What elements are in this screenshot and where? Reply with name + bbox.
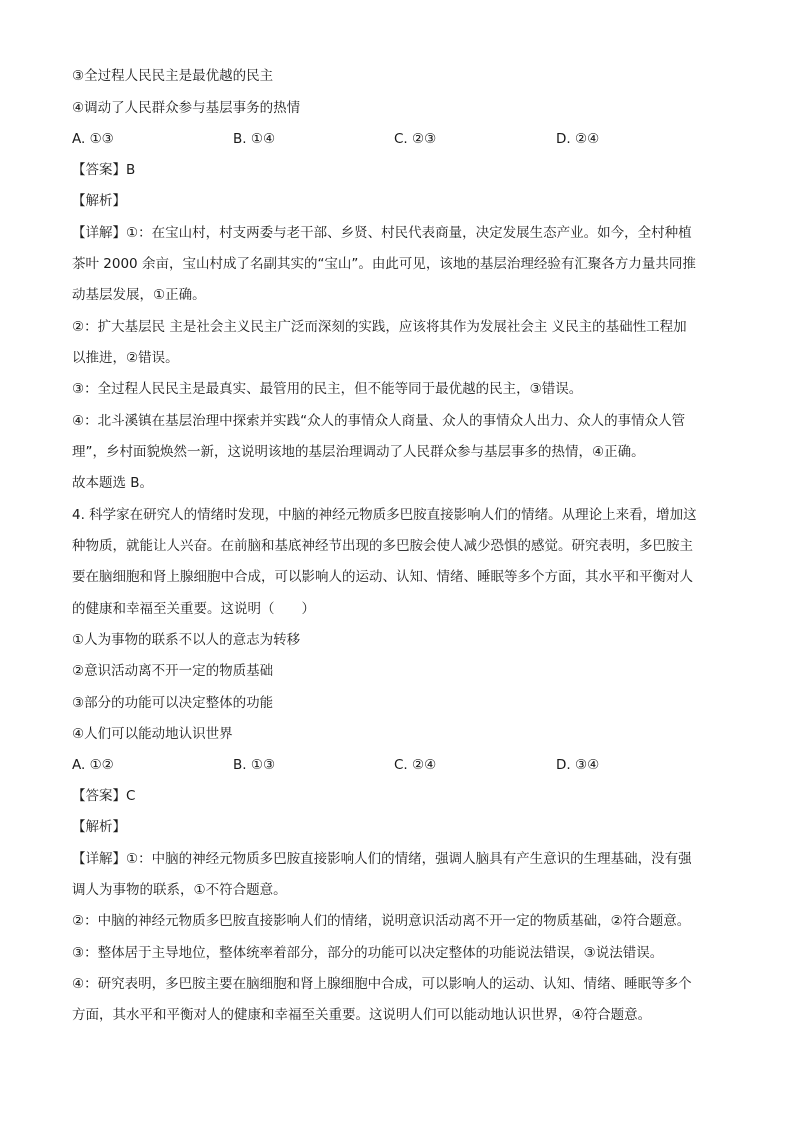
q3-answer: 【答案】B bbox=[72, 162, 136, 178]
q3-conclusion: 故本题选 B。 bbox=[72, 475, 154, 491]
q3-option-a: A. ①③ bbox=[72, 131, 114, 147]
q3-detail-line: ④：北斗溪镇在基层治理中探索并实践“众人的事情众人商量、众人的事情众人出力、众人的事情众人管 bbox=[72, 413, 686, 429]
q4-option-c: C. ②④ bbox=[394, 757, 437, 773]
q3-detail-line: 【详解】①：在宝山村，村支两委与老干部、乡贤、村民代表商量，决定发展生态产业。如今，全村种植 bbox=[72, 225, 692, 241]
q4-detail-line: 调人为事物的联系，①不符合题意。 bbox=[72, 882, 287, 898]
q4-options bbox=[72, 756, 724, 774]
q3-analysis-heading: 【解析】 bbox=[72, 193, 126, 209]
q4-detail-line: ②：中脑的神经元物质多巴胺直接影响人们的情绪，说明意识活动离不开一定的物质基础，②符合题意。 bbox=[72, 913, 691, 929]
q3-detail-line: ②：扩大基层民 主是社会主义民主广泛而深刻的实践，应该将其作为发展社会主 义民主的基础性工程加 bbox=[72, 319, 687, 335]
q4-choice-1: ①人为事物的联系不以人的意志为转移 bbox=[72, 632, 301, 648]
q4-stem-line: 种物质，就能让人兴奋。在前脑和基底神经节出现的多巴胺会使人减少恐惧的感觉。研究表明，多巴胺主 bbox=[72, 538, 693, 554]
q3-option-d: D. ②④ bbox=[556, 131, 600, 147]
q4-analysis-heading: 【解析】 bbox=[72, 819, 126, 835]
q3-options bbox=[72, 130, 724, 148]
q4-option-d: D. ③④ bbox=[556, 757, 600, 773]
q4-detail-line: 方面，其水平和平衡对人的健康和幸福至关重要。这说明人们可以能动地认识世界，④符合题意。 bbox=[72, 1007, 652, 1023]
q3-detail-line: ③：全过程人民民主是最真实、最管用的民主，但不能等同于最优越的民主，③错误。 bbox=[72, 381, 583, 397]
q4-option-a: A. ①② bbox=[72, 757, 114, 773]
q4-choice-4: ④人们可以能动地认识世界 bbox=[72, 726, 233, 742]
q4-stem-line: 的健康和幸福至关重要。这说明（ ） bbox=[72, 601, 315, 617]
q4-stem-line: 要在脑细胞和肾上腺细胞中合成，可以影响人的运动、认知、情绪、睡眠等多个方面，其水平和平衡对人 bbox=[72, 569, 693, 585]
q3-detail-line: 茶叶 2000 余亩，宝山村成了名副其实的“宝山”。由此可见，该地的基层治理经验有汇聚各方力量共同推 bbox=[72, 256, 696, 272]
q4-answer: 【答案】C bbox=[72, 788, 136, 804]
q3-choice-3: ③全过程人民民主是最优越的民主 bbox=[72, 68, 274, 84]
q3-option-b: B. ①④ bbox=[233, 131, 276, 147]
q4-choice-2: ②意识活动离不开一定的物质基础 bbox=[72, 663, 274, 679]
q3-detail-line: 动基层发展，①正确。 bbox=[72, 287, 206, 303]
q3-option-c: C. ②③ bbox=[394, 131, 437, 147]
q4-stem-line: 4. 科学家在研究人的情绪时发现，中脑的神经元物质多巴胺直接影响人们的情绪。从理论上来看，增加这 bbox=[72, 507, 697, 523]
q4-detail-line: 【详解】①：中脑的神经元物质多巴胺直接影响人们的情绪，强调人脑具有产生意识的生理基础，没有强 bbox=[72, 851, 692, 867]
q4-detail-line: ④：研究表明，多巴胺主要在脑细胞和肾上腺细胞中合成，可以影响人的运动、认知、情绪、睡眠等多个 bbox=[72, 976, 692, 992]
q4-choice-3: ③部分的功能可以决定整体的功能 bbox=[72, 695, 274, 711]
q3-choice-4: ④调动了人民群众参与基层事务的热情 bbox=[72, 100, 301, 116]
q4-option-b: B. ①③ bbox=[233, 757, 276, 773]
q4-detail-line: ③：整体居于主导地位，整体统率着部分，部分的功能可以决定整体的功能说法错误，③说法错误。 bbox=[72, 945, 664, 961]
q3-detail-line: 以推进，②错误。 bbox=[72, 350, 179, 366]
q3-detail-line: 理”，乡村面貌焕然一新，这说明该地的基层治理调动了人民群众参与基层事多的热情，④正确。 bbox=[72, 444, 645, 460]
